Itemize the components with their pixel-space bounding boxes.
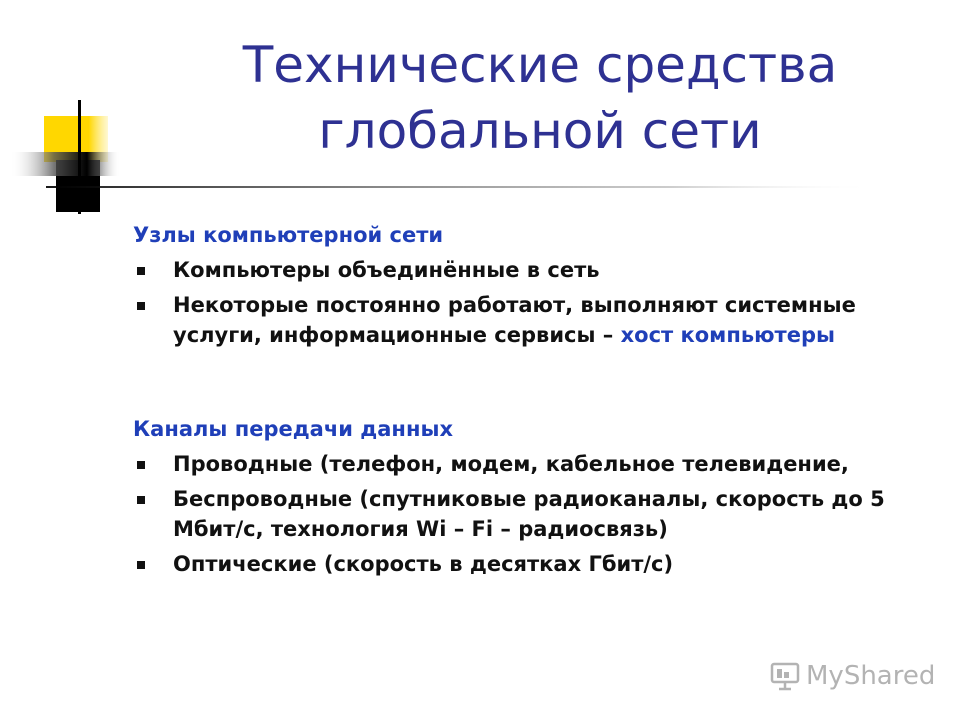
list-item-text: Беспроводные (спутниковые радиоканалы, скорость до 5 Мбит/с, технология Wi – Fi – радиосвязь) <box>173 487 885 541</box>
list-item <box>133 290 933 350</box>
presentation-board-icon <box>770 661 800 691</box>
list-item-text: Компьютеры объединённые в сеть <box>173 258 600 282</box>
square-bullet-icon <box>137 496 145 504</box>
title-underline <box>46 186 876 188</box>
watermark <box>770 658 935 694</box>
list-item <box>133 549 933 579</box>
list-item <box>133 449 933 479</box>
vertical-line <box>78 100 81 214</box>
list-item <box>133 255 933 285</box>
square-bullet-icon <box>137 267 145 275</box>
square-bullet-icon <box>137 302 145 310</box>
host-computers-highlight: хост компьютеры <box>620 323 835 347</box>
watermark-text: MyShared <box>806 661 936 691</box>
list-item-text: Оптические (скорость в десятках Гбит/с) <box>173 552 674 576</box>
list-item <box>133 484 933 544</box>
list-item-text: Некоторые постоянно работают, выполняют системные услуги, информационные сервисы – <box>173 293 856 347</box>
channels-list <box>133 449 933 579</box>
square-bullet-icon <box>137 461 145 469</box>
nodes-list <box>133 255 933 350</box>
section-spacer <box>133 350 933 414</box>
slide-title <box>180 32 900 164</box>
slide-content <box>133 220 933 579</box>
section-heading-nodes: Узлы компьютерной сети <box>133 223 444 247</box>
title-line-2: глобальной сети <box>318 102 762 160</box>
list-item-text: Проводные (телефон, модем, кабельное телевидение, <box>173 452 849 476</box>
shadow-bar <box>10 152 120 176</box>
square-bullet-icon <box>137 561 145 569</box>
section-heading-channels: Каналы передачи данных <box>133 417 453 441</box>
title-line-1: Технические средства <box>242 36 838 94</box>
